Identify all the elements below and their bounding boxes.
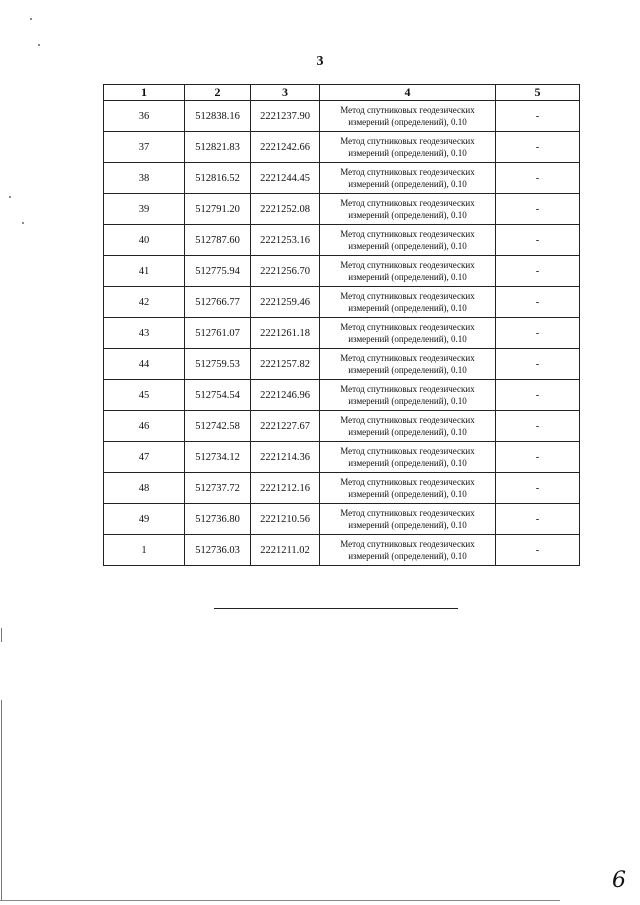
x-coordinate-cell: 512816.52 xyxy=(185,163,251,194)
y-coordinate-cell: 2221212.16 xyxy=(251,473,320,504)
x-coordinate-cell: 512742.58 xyxy=(185,411,251,442)
point-number-cell: 41 xyxy=(104,256,185,287)
method-cell xyxy=(320,535,496,566)
y-coordinate-cell: 2221244.45 xyxy=(251,163,320,194)
note-cell: - xyxy=(496,535,580,566)
table-row xyxy=(104,101,580,132)
scan-speck xyxy=(30,18,32,20)
table-row xyxy=(104,411,580,442)
scan-speck xyxy=(9,196,11,198)
point-number-cell: 40 xyxy=(104,225,185,256)
method-line-1: Метод спутниковых геодезических xyxy=(340,539,475,549)
point-number-cell: 46 xyxy=(104,411,185,442)
note-cell: - xyxy=(496,163,580,194)
method-line-2: измерений (определений), 0.10 xyxy=(348,489,467,499)
page-number: 3 xyxy=(316,54,324,69)
method-line-2: измерений (определений), 0.10 xyxy=(348,179,467,189)
table-row xyxy=(104,442,580,473)
scan-margin-line xyxy=(1,700,2,900)
method-line-1: Метод спутниковых геодезических xyxy=(340,105,475,115)
y-coordinate-cell: 2221259.46 xyxy=(251,287,320,318)
column-header: 1 xyxy=(104,85,185,101)
method-cell xyxy=(320,504,496,535)
method-line-2: измерений (определений), 0.10 xyxy=(348,427,467,437)
point-number-cell: 45 xyxy=(104,380,185,411)
table-row xyxy=(104,256,580,287)
handwritten-mark: 6 xyxy=(612,868,626,893)
table-row xyxy=(104,504,580,535)
table-row xyxy=(104,473,580,504)
method-cell xyxy=(320,225,496,256)
method-cell xyxy=(320,318,496,349)
point-number-cell: 49 xyxy=(104,504,185,535)
note-cell: - xyxy=(496,380,580,411)
y-coordinate-cell: 2221257.82 xyxy=(251,349,320,380)
method-line-2: измерений (определений), 0.10 xyxy=(348,148,467,158)
closing-rule xyxy=(214,608,458,609)
table-row xyxy=(104,535,580,566)
method-line-2: измерений (определений), 0.10 xyxy=(348,365,467,375)
x-coordinate-cell: 512766.77 xyxy=(185,287,251,318)
method-cell xyxy=(320,101,496,132)
method-line-2: измерений (определений), 0.10 xyxy=(348,551,467,561)
method-line-1: Метод спутниковых геодезических xyxy=(340,508,475,518)
method-line-1: Метод спутниковых геодезических xyxy=(340,353,475,363)
method-line-2: измерений (определений), 0.10 xyxy=(348,210,467,220)
table-row xyxy=(104,194,580,225)
table-row xyxy=(104,380,580,411)
method-line-1: Метод спутниковых геодезических xyxy=(340,198,475,208)
table-row xyxy=(104,163,580,194)
method-line-1: Метод спутниковых геодезических xyxy=(340,167,475,177)
table-row xyxy=(104,349,580,380)
y-coordinate-cell: 2221227.67 xyxy=(251,411,320,442)
x-coordinate-cell: 512821.83 xyxy=(185,132,251,163)
method-line-2: измерений (определений), 0.10 xyxy=(348,334,467,344)
point-number-cell: 48 xyxy=(104,473,185,504)
method-line-2: измерений (определений), 0.10 xyxy=(348,117,467,127)
column-header: 3 xyxy=(251,85,320,101)
scan-speck xyxy=(22,222,24,224)
point-number-cell: 39 xyxy=(104,194,185,225)
coordinates-table xyxy=(103,84,580,566)
table-body xyxy=(104,101,580,566)
note-cell: - xyxy=(496,194,580,225)
method-line-1: Метод спутниковых геодезических xyxy=(340,260,475,270)
x-coordinate-cell: 512787.60 xyxy=(185,225,251,256)
method-line-1: Метод спутниковых геодезических xyxy=(340,477,475,487)
method-line-1: Метод спутниковых геодезических xyxy=(340,291,475,301)
y-coordinate-cell: 2221252.08 xyxy=(251,194,320,225)
note-cell: - xyxy=(496,411,580,442)
y-coordinate-cell: 2221253.16 xyxy=(251,225,320,256)
x-coordinate-cell: 512754.54 xyxy=(185,380,251,411)
y-coordinate-cell: 2221214.36 xyxy=(251,442,320,473)
column-header: 4 xyxy=(320,85,496,101)
method-line-2: измерений (определений), 0.10 xyxy=(348,241,467,251)
point-number-cell: 37 xyxy=(104,132,185,163)
note-cell: - xyxy=(496,349,580,380)
point-number-cell: 36 xyxy=(104,101,185,132)
method-line-2: измерений (определений), 0.10 xyxy=(348,303,467,313)
method-cell xyxy=(320,194,496,225)
method-cell xyxy=(320,442,496,473)
y-coordinate-cell: 2221210.56 xyxy=(251,504,320,535)
point-number-cell: 38 xyxy=(104,163,185,194)
table-row xyxy=(104,132,580,163)
note-cell: - xyxy=(496,504,580,535)
x-coordinate-cell: 512759.53 xyxy=(185,349,251,380)
x-coordinate-cell: 512736.03 xyxy=(185,535,251,566)
note-cell: - xyxy=(496,256,580,287)
scan-bottom-edge xyxy=(0,900,560,901)
note-cell: - xyxy=(496,287,580,318)
table-row xyxy=(104,225,580,256)
method-line-1: Метод спутниковых геодезических xyxy=(340,229,475,239)
point-number-cell: 44 xyxy=(104,349,185,380)
column-header: 5 xyxy=(496,85,580,101)
scan-speck xyxy=(38,44,40,46)
y-coordinate-cell: 2221246.96 xyxy=(251,380,320,411)
method-cell xyxy=(320,163,496,194)
x-coordinate-cell: 512737.72 xyxy=(185,473,251,504)
scan-margin-line xyxy=(1,628,2,642)
method-cell xyxy=(320,132,496,163)
y-coordinate-cell: 2221211.02 xyxy=(251,535,320,566)
method-line-2: измерений (определений), 0.10 xyxy=(348,520,467,530)
note-cell: - xyxy=(496,101,580,132)
method-cell xyxy=(320,380,496,411)
point-number-cell: 43 xyxy=(104,318,185,349)
note-cell: - xyxy=(496,473,580,504)
x-coordinate-cell: 512838.16 xyxy=(185,101,251,132)
x-coordinate-cell: 512736.80 xyxy=(185,504,251,535)
method-cell xyxy=(320,411,496,442)
method-cell xyxy=(320,256,496,287)
point-number-cell: 47 xyxy=(104,442,185,473)
column-header: 2 xyxy=(185,85,251,101)
x-coordinate-cell: 512761.07 xyxy=(185,318,251,349)
x-coordinate-cell: 512734.12 xyxy=(185,442,251,473)
table-row xyxy=(104,318,580,349)
y-coordinate-cell: 2221261.18 xyxy=(251,318,320,349)
method-cell xyxy=(320,349,496,380)
y-coordinate-cell: 2221242.66 xyxy=(251,132,320,163)
method-line-2: измерений (определений), 0.10 xyxy=(348,272,467,282)
x-coordinate-cell: 512775.94 xyxy=(185,256,251,287)
point-number-cell: 1 xyxy=(104,535,185,566)
method-line-1: Метод спутниковых геодезических xyxy=(340,446,475,456)
note-cell: - xyxy=(496,318,580,349)
method-line-2: измерений (определений), 0.10 xyxy=(348,458,467,468)
note-cell: - xyxy=(496,132,580,163)
table-header-row xyxy=(104,85,580,101)
method-line-2: измерений (определений), 0.10 xyxy=(348,396,467,406)
x-coordinate-cell: 512791.20 xyxy=(185,194,251,225)
y-coordinate-cell: 2221237.90 xyxy=(251,101,320,132)
method-cell xyxy=(320,287,496,318)
table-row xyxy=(104,287,580,318)
note-cell: - xyxy=(496,442,580,473)
method-line-1: Метод спутниковых геодезических xyxy=(340,322,475,332)
method-line-1: Метод спутниковых геодезических xyxy=(340,384,475,394)
point-number-cell: 42 xyxy=(104,287,185,318)
method-cell xyxy=(320,473,496,504)
method-line-1: Метод спутниковых геодезических xyxy=(340,415,475,425)
method-line-1: Метод спутниковых геодезических xyxy=(340,136,475,146)
note-cell: - xyxy=(496,225,580,256)
y-coordinate-cell: 2221256.70 xyxy=(251,256,320,287)
